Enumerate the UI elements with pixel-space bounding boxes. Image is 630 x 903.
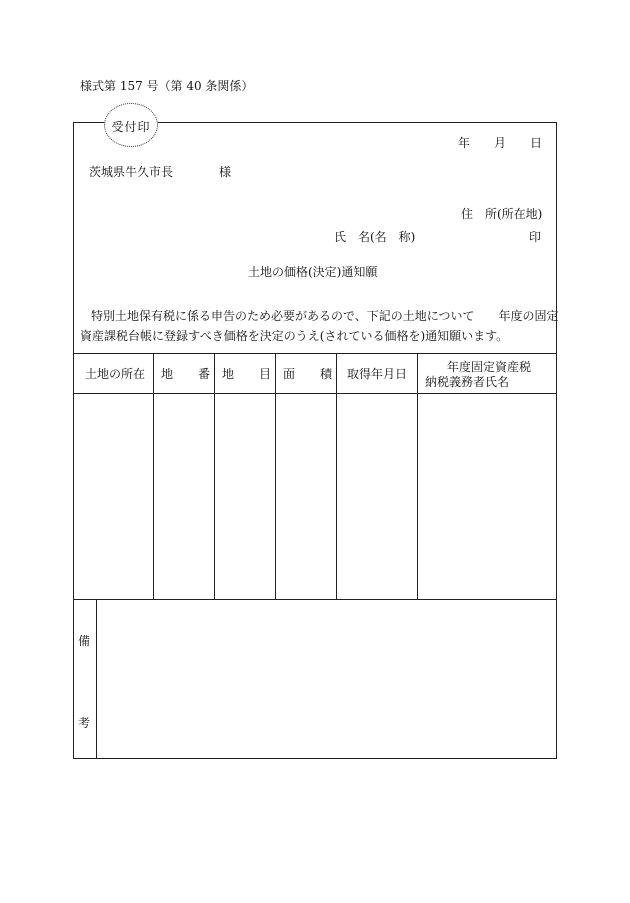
- remarks-field[interactable]: [97, 600, 555, 757]
- header-lot-number-b: 番: [198, 367, 211, 381]
- date-year: 年: [458, 136, 471, 150]
- body-line-2: 資産課税台帳に登録すべき価格を決定のうえ(されている価格を)通知願います。: [80, 329, 509, 343]
- header-land-category-a: 地: [222, 367, 235, 381]
- reception-stamp: [104, 103, 158, 147]
- date-month: 月: [494, 136, 507, 150]
- document-title: 土地の価格(決定)通知願: [248, 265, 378, 279]
- reception-stamp-label: 受付印: [111, 120, 151, 134]
- header-location: 土地の所在: [85, 367, 146, 381]
- applicant-seal: 印: [529, 230, 542, 244]
- body-line-1: 特別土地保有税に係る申告のため必要があるので、下記の土地について 年度の固定: [91, 309, 559, 323]
- header-taxpayer-line-1: 年度固定資産税: [447, 360, 532, 374]
- addressee-name: 茨城県牛久市長: [89, 165, 174, 179]
- header-land-category-b: 目: [259, 367, 272, 381]
- table-col-divider-2: [214, 353, 215, 599]
- header-acquisition-date: 取得年月日: [347, 367, 408, 381]
- header-area-a: 面: [283, 367, 296, 381]
- table-col-divider-1: [153, 353, 154, 599]
- header-lot-number-a: 地: [161, 367, 174, 381]
- header-taxpayer-line-2: 納税義務者氏名: [425, 375, 510, 389]
- date-day: 日: [530, 136, 543, 150]
- table-col-divider-5: [417, 353, 418, 599]
- table-col-divider-3: [275, 353, 276, 599]
- table-top-border: [73, 353, 557, 354]
- form-number: 様式第 157 号（第 40 条関係）: [80, 79, 254, 93]
- remarks-label-char-1: 備: [78, 634, 91, 648]
- table-header-bottom-border: [73, 393, 557, 394]
- addressee-honorific: 様: [219, 165, 232, 179]
- header-area-b: 積: [320, 367, 333, 381]
- remarks-label-char-2: 考: [78, 716, 91, 730]
- table-col-divider-4: [336, 353, 337, 599]
- applicant-address-label: 住 所(所在地): [461, 207, 543, 221]
- applicant-name-label: 氏 名(名 称): [334, 230, 416, 244]
